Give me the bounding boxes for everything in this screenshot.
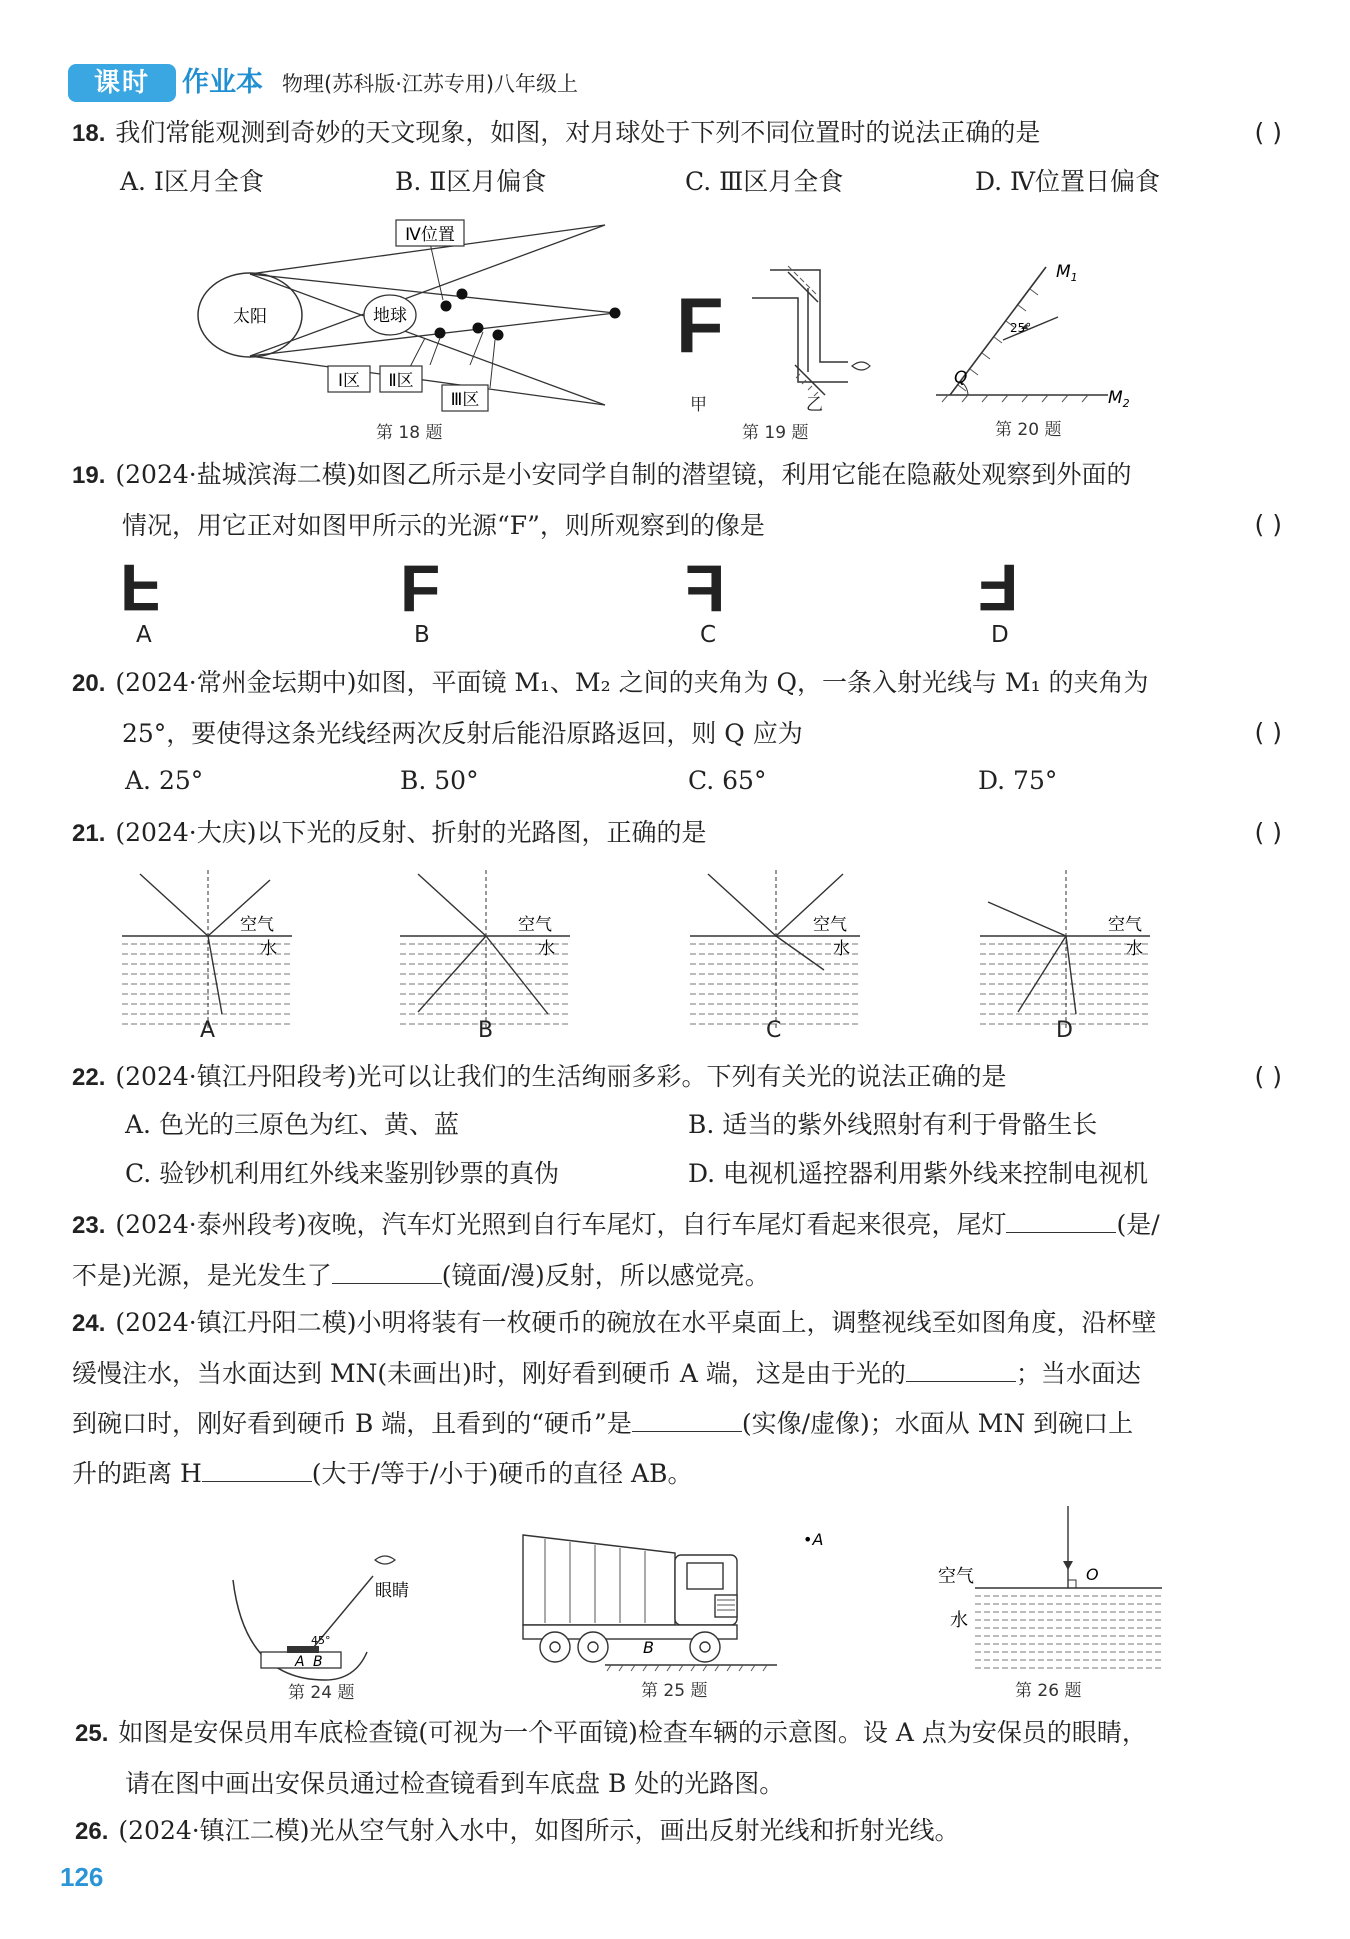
- option-c: C. 65°: [688, 766, 767, 795]
- answer-blank[interactable]: [332, 1259, 442, 1284]
- figure-24-caption: 第 24 题: [288, 1683, 355, 1703]
- position-4-label: Ⅳ位置: [405, 225, 455, 245]
- question-26: 26. (2024·镇江二模)光从空气射入水中，如图所示，画出反射光线和折射光线。: [75, 1816, 960, 1845]
- point-b-label: B: [313, 1654, 323, 1670]
- svg-text:水: 水: [1126, 939, 1143, 959]
- option-b: B. Ⅱ区月偏食: [395, 167, 547, 196]
- question-text-line-1: (2024·常州金坛期中)如图，平面镜 M₁、M₂ 之间的夹角为 Q，一条入射光线与 M₁ 的夹角为: [115, 668, 1149, 697]
- answer-paren: ( ): [1254, 718, 1282, 747]
- eye-label: 眼睛: [375, 1581, 409, 1601]
- question-19: [72, 450, 1282, 551]
- water-label: 水: [950, 1610, 968, 1631]
- answer-paren: ( ): [1254, 818, 1282, 847]
- figure-20-mirror-angle: [928, 255, 1148, 415]
- figure-18-eclipse-diagram: [190, 210, 630, 440]
- question-text: (2024·镇江丹阳段考)光可以让我们的生活绚丽多彩。下列有关光的说法正确的是: [115, 1062, 1007, 1091]
- angle-label: 45°: [311, 1634, 331, 1647]
- choice-b-label: B: [478, 1018, 494, 1043]
- refraction-diagram-d: [978, 862, 1158, 1032]
- point-b-label: B: [643, 1638, 654, 1657]
- header-subject: 物理(苏科版·江苏专用)八年级上: [282, 72, 579, 96]
- zone-2-label: Ⅱ区: [388, 371, 414, 391]
- refraction-diagram-b: [398, 862, 578, 1032]
- svg-text:水: 水: [833, 939, 850, 959]
- moon-dot: [610, 308, 621, 319]
- option-c: C. 验钞机利用红外线来鉴别钞票的真伪: [125, 1159, 560, 1188]
- choice-c-label: C: [700, 622, 717, 648]
- moon-dot: [457, 289, 468, 300]
- question-number: 21.: [72, 820, 106, 847]
- eye-icon: [375, 1556, 395, 1564]
- question-24: 24. (2024·镇江丹阳二模)小明将装有一枚硬币的碗放在水平桌面上，调整视线至如图角度，沿杯壁 缓慢注水，当水面达到 MN(未画出)时，刚好看到硬币 A 端，这是由于光的 ；当水面达 到碗口时，刚好看到硬币 B 端，且看到的“硬币”是 (实像/虚像)；水面从 MN 到碗口上 升的距离 H (大于/等于/小于)硬币的直径 AB。: [72, 1308, 1157, 1488]
- choice-b-glyph: F: [400, 551, 441, 625]
- moon-dot: [473, 323, 484, 334]
- m2-label: $M_2$: [1108, 388, 1130, 410]
- question-20: [72, 658, 1282, 759]
- answer-blank[interactable]: [1006, 1208, 1116, 1233]
- svg-text:空气: 空气: [518, 915, 552, 935]
- figure-26-caption: 第 26 题: [1015, 1681, 1082, 1701]
- svg-text:水: 水: [538, 939, 555, 959]
- figure-25-truck-inspection: [515, 1525, 835, 1685]
- angle-label: 25°: [1010, 321, 1032, 335]
- question-22: [72, 1052, 1282, 1103]
- question-text: 我们常能观测到奇妙的天文现象，如图，对月球处于下列不同位置时的说法正确的是: [115, 118, 1041, 147]
- option-a: A. 25°: [125, 766, 204, 795]
- figure-25-caption: 第 25 题: [641, 1681, 708, 1701]
- question-number: 26.: [75, 1818, 109, 1845]
- figure-20-caption: 第 20 题: [995, 420, 1062, 440]
- figure-19-caption: 第 19 题: [742, 423, 809, 443]
- water-label: 水: [260, 939, 277, 959]
- point-o-label: O: [1086, 1565, 1099, 1584]
- question-number: 18.: [72, 120, 106, 147]
- svg-text:空气: 空气: [1108, 915, 1142, 935]
- figure-26-air-water: [930, 1500, 1170, 1680]
- svg-text:空气: 空气: [813, 915, 847, 935]
- option-a: A. 色光的三原色为红、黄、蓝: [125, 1110, 459, 1139]
- option-b: B. 适当的紫外线照射有利于骨骼生长: [688, 1110, 1098, 1139]
- question-18: [72, 108, 1282, 159]
- label-jia: 甲: [690, 395, 707, 415]
- question-number: 24.: [72, 1310, 106, 1337]
- answer-paren: ( ): [1254, 118, 1282, 147]
- label-leaders: [410, 243, 495, 388]
- m1-label: $M_1$: [1056, 262, 1078, 284]
- q-label: Q: [954, 368, 968, 388]
- choice-d-label: D: [991, 622, 1009, 648]
- page-number: 126: [60, 1862, 104, 1892]
- question-text-line-1: (2024·盐城滨海二模)如图乙所示是小安同学自制的潜望镜，利用它能在隐蔽处观察到外面的: [115, 460, 1132, 489]
- label-yi: 乙: [806, 395, 823, 415]
- choice-b-label: B: [414, 622, 430, 648]
- option-a: A. Ⅰ区月全食: [120, 167, 264, 196]
- question-number: 19.: [72, 462, 106, 489]
- air-label: 空气: [240, 915, 274, 935]
- question-21: [72, 808, 1282, 859]
- earth-label: 地球: [373, 306, 407, 326]
- option-d: D. 电视机遥控器利用紫外线来控制电视机: [688, 1159, 1149, 1188]
- choice-a-glyph: F: [120, 551, 161, 625]
- moon-dot: [435, 328, 446, 339]
- question-text: (2024·大庆)以下光的反射、折射的光路图，正确的是: [115, 818, 707, 847]
- header-book-title: 作业本: [182, 67, 263, 98]
- choice-d-glyph: F: [978, 551, 1019, 625]
- choice-d-label: D: [1056, 1018, 1073, 1043]
- point-a-label: •A: [803, 1530, 824, 1549]
- answer-paren: ( ): [1254, 510, 1282, 539]
- choice-c-glyph: F: [685, 551, 726, 625]
- question-25: 25. 如图是安保员用车底检查镜(可视为一个平面镜)检查车辆的示意图。设 A 点为安保员的眼睛， 请在图中画出安保员通过检查镜看到车底盘 B 处的光路图。: [75, 1718, 1147, 1798]
- question-text-line-2: 情况，用它正对如图甲所示的光源“F”，则所观察到的像是: [122, 511, 765, 540]
- zone-3-label: Ⅲ区: [450, 390, 480, 410]
- figure-24-bowl-coin: [225, 1540, 445, 1690]
- choice-c-label: C: [766, 1018, 782, 1043]
- answer-blank[interactable]: [632, 1407, 742, 1432]
- point-a-label: A: [295, 1654, 305, 1670]
- question-number: 22.: [72, 1064, 106, 1091]
- refraction-diagram-a: [120, 862, 300, 1032]
- question-number: 23.: [72, 1212, 106, 1239]
- air-label: 空气: [938, 1566, 974, 1587]
- moon-dot: [493, 330, 504, 341]
- figure-18-caption: 第 18 题: [376, 423, 443, 443]
- sun-label: 太阳: [233, 307, 267, 327]
- option-d: D. 75°: [978, 766, 1058, 795]
- eye-icon: [852, 362, 870, 370]
- zone-1-label: Ⅰ区: [337, 371, 361, 391]
- question-number: 20.: [72, 670, 106, 697]
- question-number: 25.: [75, 1720, 109, 1747]
- question-text-line-2: 25°，要使得这条光线经两次反射后能沿原路返回，则 Q 应为: [122, 719, 803, 748]
- answer-blank[interactable]: [906, 1357, 1016, 1382]
- option-d: D. Ⅳ位置日偏食: [975, 167, 1161, 196]
- header-badge: 课时: [68, 64, 176, 102]
- question-23: 23. (2024·泰州段考)夜晚，汽车灯光照到自行车尾灯，自行车尾灯看起来很亮，尾灯 (是/ 不是)光源，是光发生了 (镜面/漫)反射，所以感觉亮。: [72, 1210, 1160, 1290]
- refraction-diagram-c: [688, 862, 868, 1032]
- answer-paren: ( ): [1254, 1062, 1282, 1091]
- light-source-f: F: [676, 281, 724, 369]
- choice-a-label: A: [200, 1018, 216, 1043]
- option-c: C. Ⅲ区月全食: [685, 167, 844, 196]
- moon-dot: [441, 301, 452, 312]
- answer-blank[interactable]: [202, 1457, 312, 1482]
- option-b: B. 50°: [400, 766, 479, 795]
- choice-a-label: A: [136, 622, 152, 648]
